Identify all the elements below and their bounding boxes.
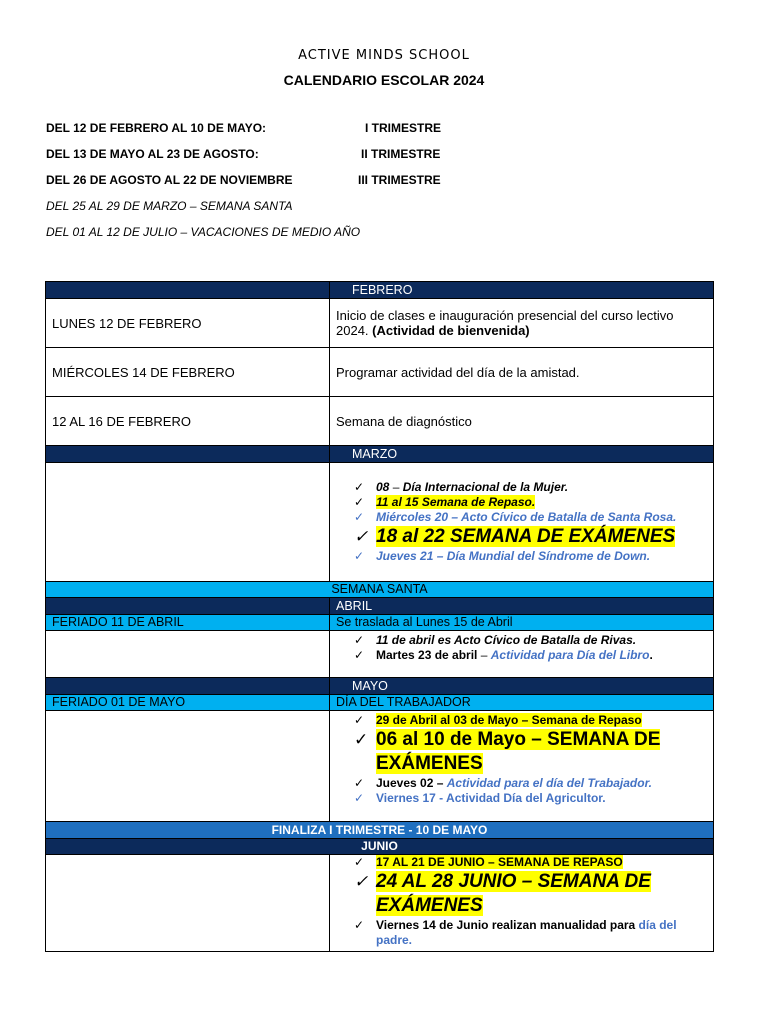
list-item (352, 648, 713, 663)
period-term: I TRIMESTRE (365, 121, 442, 135)
check-icon: ✓ (354, 791, 365, 805)
finaliza-trimestre-header (46, 822, 714, 839)
item-text: 11 de abril es Acto Cívico de Batalla de Rivas. (376, 633, 637, 647)
calendar-table (45, 281, 714, 952)
event-date: 12 AL 16 DE FEBRERO (46, 397, 330, 446)
list-item (352, 549, 713, 564)
item-text: . (649, 648, 653, 662)
event-text-bold: (Actividad de bienvenida) (372, 323, 530, 338)
event-date: MIÉRCOLES 14 DE FEBRERO (46, 348, 330, 397)
event-list (330, 480, 713, 564)
month-label: ABRIL (330, 598, 714, 615)
table-row (46, 299, 714, 348)
item-text: 11 al 15 Semana de Repaso. (376, 495, 536, 509)
event-description (330, 299, 714, 348)
item-text: día del padre. (376, 918, 677, 947)
semana-santa-header (46, 582, 714, 598)
item-text: 18 al 22 SEMANA DE EXÁMENES (376, 526, 676, 547)
empty-cell (46, 855, 330, 952)
list-item (352, 776, 713, 791)
note-vacaciones: DEL 01 AL 12 DE JULIO – VACACIONES DE MEDIO AÑO (46, 225, 361, 239)
table-row (46, 711, 714, 822)
period-range: DEL 26 DE AGOSTO AL 22 DE NOVIEMBRE (46, 173, 293, 187)
period-3 (46, 173, 441, 187)
list-item (352, 510, 713, 525)
feriado-row (46, 695, 714, 711)
list-item (352, 870, 713, 918)
list-item (352, 855, 713, 870)
feriado-note: Se traslada al Lunes 15 de Abril (330, 615, 714, 631)
empty-cell (46, 631, 330, 678)
item-text: Miércoles 20 – Acto Cívico de Batalla de Santa Rosa. (376, 510, 677, 524)
period-term: III TRIMESTRE (358, 173, 441, 187)
event-description: Semana de diagnóstico (330, 397, 714, 446)
period-2 (46, 147, 441, 161)
check-icon: ✓ (354, 495, 365, 509)
section-label: FINALIZA I TRIMESTRE - 10 DE MAYO (46, 822, 714, 839)
month-label: FEBRERO (330, 282, 714, 299)
item-text: 08 (376, 480, 390, 494)
feriado-label: FERIADO 01 DE MAYO (46, 695, 330, 711)
event-list (330, 855, 713, 948)
table-row (46, 397, 714, 446)
calendar-title: CALENDARIO ESCOLAR 2024 (283, 72, 485, 88)
check-icon: ✓ (354, 855, 365, 869)
item-text: – (389, 480, 403, 494)
list-item (352, 918, 713, 948)
event-description: Programar actividad del día de la amistad. (330, 348, 714, 397)
table-row (46, 631, 714, 678)
item-text: Viernes 14 de Junio realizan manualidad para (376, 918, 639, 932)
empty-cell (46, 711, 330, 822)
list-item (352, 728, 713, 776)
month-label: MAYO (330, 678, 714, 695)
list-item (352, 525, 713, 549)
period-term: II TRIMESTRE (361, 147, 441, 161)
month-header-abril (46, 598, 714, 615)
school-name: ACTIVE MINDS SCHOOL (298, 48, 470, 63)
month-header-marzo (46, 446, 714, 463)
item-text: 17 AL 21 DE JUNIO – SEMANA DE REPASO (376, 855, 623, 869)
period-1 (46, 121, 442, 135)
feriado-row (46, 615, 714, 631)
event-list-cell (330, 711, 714, 822)
list-item (352, 480, 713, 495)
item-text: 29 de Abril al 03 de Mayo – Semana de Repaso (376, 713, 642, 727)
section-label: SEMANA SANTA (46, 582, 714, 598)
check-icon: ✓ (354, 918, 365, 932)
month-header-febrero (46, 282, 714, 299)
item-text: Jueves 02 – (376, 776, 447, 790)
list-item (352, 791, 713, 806)
check-icon: ✓ (354, 633, 365, 647)
feriado-note: DÍA DEL TRABAJADOR (330, 695, 714, 711)
item-text: Martes 23 de abril (376, 648, 478, 662)
check-icon: ✓ (354, 872, 369, 891)
event-date: LUNES 12 DE FEBRERO (46, 299, 330, 348)
note-semana-santa: DEL 25 AL 29 DE MARZO – SEMANA SANTA (46, 199, 293, 213)
check-icon: ✓ (354, 510, 365, 524)
feriado-label: FERIADO 11 DE ABRIL (46, 615, 330, 631)
check-icon: ✓ (354, 730, 369, 749)
event-list-cell (330, 631, 714, 678)
event-text: Inicio de clases e inauguración presencial del curso lectivo 2024. (336, 308, 674, 338)
month-label: JUNIO (46, 839, 714, 855)
list-item (352, 633, 713, 648)
item-text: Viernes 17 - Actividad Día del Agricultor. (376, 791, 606, 805)
period-range: DEL 13 DE MAYO AL 23 DE AGOSTO: (46, 147, 259, 161)
month-header-junio (46, 839, 714, 855)
table-row (46, 463, 714, 582)
period-range: DEL 12 DE FEBRERO AL 10 DE MAYO: (46, 121, 267, 135)
check-icon: ✓ (354, 648, 365, 662)
month-header-mayo (46, 678, 714, 695)
check-icon: ✓ (354, 549, 365, 563)
event-list-cell (330, 463, 714, 582)
list-item (352, 495, 713, 510)
list-item (352, 713, 713, 728)
check-icon: ✓ (354, 776, 365, 790)
event-list (330, 633, 713, 663)
empty-cell (46, 463, 330, 582)
item-text: 24 AL 28 JUNIO – SEMANA DE EXÁMENES (376, 871, 651, 916)
check-icon: ✓ (354, 527, 369, 546)
event-list-cell (330, 855, 714, 952)
item-text: Día Internacional de la Mujer. (402, 480, 569, 494)
check-icon: ✓ (354, 713, 365, 727)
item-text: Actividad para Día del Libro (490, 648, 650, 662)
table-row (46, 855, 714, 952)
month-label: MARZO (330, 446, 714, 463)
check-icon: ✓ (354, 480, 365, 494)
table-row (46, 348, 714, 397)
item-text: 06 al 10 de Mayo – SEMANA DE EXÁMENES (376, 729, 661, 774)
event-list (330, 713, 713, 806)
item-text: – (477, 648, 491, 662)
item-text: Actividad para el día del Trabajador. (446, 776, 652, 790)
item-text: Jueves 21 – Día Mundial del Síndrome de Down. (376, 549, 651, 563)
